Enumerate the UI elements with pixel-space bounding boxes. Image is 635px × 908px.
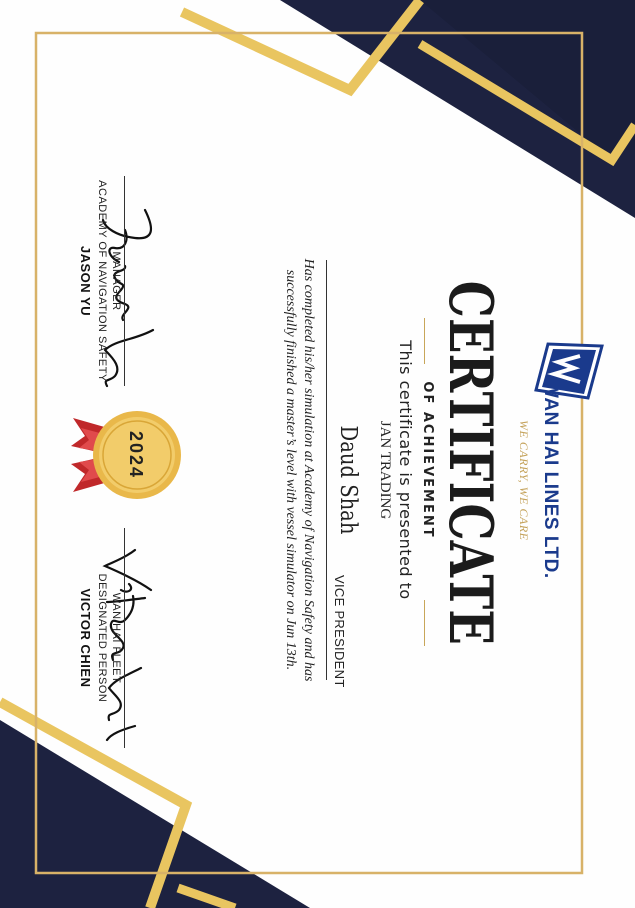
seal-year: 2024 [126, 430, 146, 480]
recipient-name-underline [326, 260, 327, 680]
certificate-title: CERTIFICATE [435, 280, 505, 645]
subtitle-right-line [424, 600, 425, 646]
victor-chien-name: VICTOR CHIEN [78, 588, 93, 688]
recipient-title: VICE PRESIDENT [332, 575, 347, 688]
jason-yu-title-line2: ACADEMY OF NAVIGATION SAFETY [96, 180, 108, 382]
company-slogan: WE CARRY, WE CARE [517, 420, 531, 541]
jason-yu-name: JASON YU [78, 245, 93, 317]
company-name: WAN HAI LINES LTD. [540, 380, 561, 579]
certificate-subtitle: OF ACHIEVEMENT [420, 381, 435, 539]
presented-text: This certificate is presented to [396, 340, 415, 600]
victor-chien-title-line1: WAN HAI FLEET [110, 592, 122, 684]
jason-yu-signature-line [124, 176, 125, 386]
certificate-description: Has completed his/her simulation at Academy of Navigation Safety and has successfully finished a master’s level with vessel simulator on Jun 13th. [283, 258, 316, 682]
victor-chien-signature-line [124, 528, 125, 748]
recipient-company: JAN TRADING [377, 420, 393, 520]
recipient-name: Daud Shah [335, 425, 361, 535]
gold-seal-ribbon-icon [70, 400, 185, 510]
jason-yu-title-line1: MANAGER [110, 251, 122, 311]
victor-chien-title-line2: DESIGNATED PERSON [96, 573, 108, 703]
